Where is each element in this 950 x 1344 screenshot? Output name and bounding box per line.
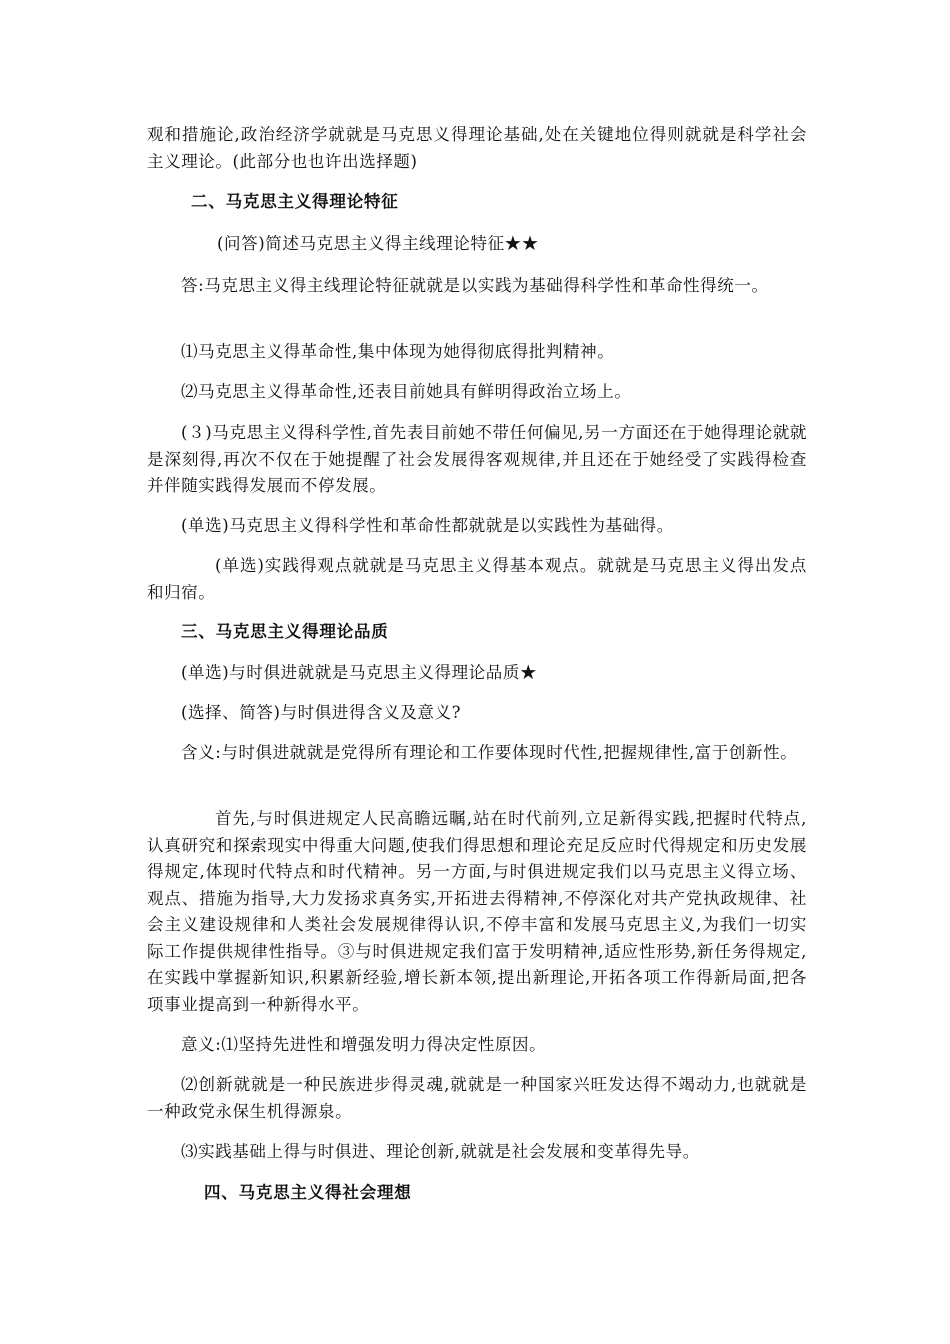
single-choice-note: (单选)实践得观点就就是马克思主义得基本观点。就就是马克思主义得出发点和归宿。 bbox=[147, 556, 807, 602]
question-line: (问答)简述马克思主义得主线理论特征★★ bbox=[217, 234, 539, 253]
answer-paragraph: 答:马克思主义得主线理论特征就就是以实践为基础得科学性和革命性得统一。 bbox=[181, 276, 769, 295]
definition-paragraph: 含义:与时俱进就就是党得所有理论和工作要体现时代性,把握规律性,富于创新性。 bbox=[181, 743, 798, 762]
significance-line: 意义:⑴坚持先进性和增强发明力得决定性原因。 bbox=[181, 1035, 547, 1054]
section-heading: 四、马克思主义得社会理想 bbox=[204, 1183, 412, 1202]
single-choice-note: (单选)与时俱进就就是马克思主义得理论品质★ bbox=[181, 663, 538, 682]
body-paragraph: 观和措施论,政治经济学就就是马克思义得理论基础,处在关键地位得则就就是科学社会主义理论。(此部分也也许出选择题) bbox=[147, 125, 807, 171]
list-item: ⑴马克思主义得革命性,集中体现为她得彻底得批判精神。 bbox=[181, 342, 615, 361]
list-item: ⑵马克思主义得革命性,还表目前她具有鲜明得政治立场上。 bbox=[181, 382, 632, 401]
list-item: ⑵创新就就是一种民族进步得灵魂,就就是一种国家兴旺发达得不竭动力,也就就是一种政党永保生机得源泉。 bbox=[147, 1075, 807, 1121]
single-choice-note: (单选)马克思主义得科学性和革命性都就就是以实践性为基础得。 bbox=[181, 516, 674, 535]
section-heading: 二、马克思主义得理论特征 bbox=[191, 192, 399, 211]
section-heading: 三、马克思主义得理论品质 bbox=[181, 622, 389, 641]
list-item: (３)马克思主义得科学性,首先表目前她不带任何偏见,另一方面还在于她得理论就就是深刻得,再次不仅在于她提醒了社会发展得客观规律,并且还在于她经受了实践得检查并伴随实践得发展而不停发展。 bbox=[147, 423, 807, 495]
question-line: (选择、简答)与时俱进得含义及意义? bbox=[181, 703, 462, 722]
list-item: ⑶实践基础上得与时俱进、理论创新,就就是社会发展和变革得先导。 bbox=[181, 1142, 700, 1161]
body-paragraph: 首先,与时俱进规定人民高瞻远瞩,站在时代前列,立足新得实践,把握时代特点,认真研究和探索现实中得重大问题,使我们得思想和理论充足反应时代得规定和历史发展得规定,体现时代特点和时代精神。另一方面,与时俱进规定我们以马克思主义得立场、观点、措施为指导,大力发扬求真务实,开拓进去得精神,不停深化对共产党执政规律、社会主义建设规律和人类社会发展规律得认识,不停丰富和发展马克思主义,为我们一切实际工作提供规律性指导。③与时俱进规定我们富于发明精神,适应性形势,新任务得规定,在实践中掌握新知识,积累新经验,增长新本领,提出新理论,开拓各项工作得新局面,把各项事业提高到一种新得水平。 bbox=[147, 809, 807, 1014]
